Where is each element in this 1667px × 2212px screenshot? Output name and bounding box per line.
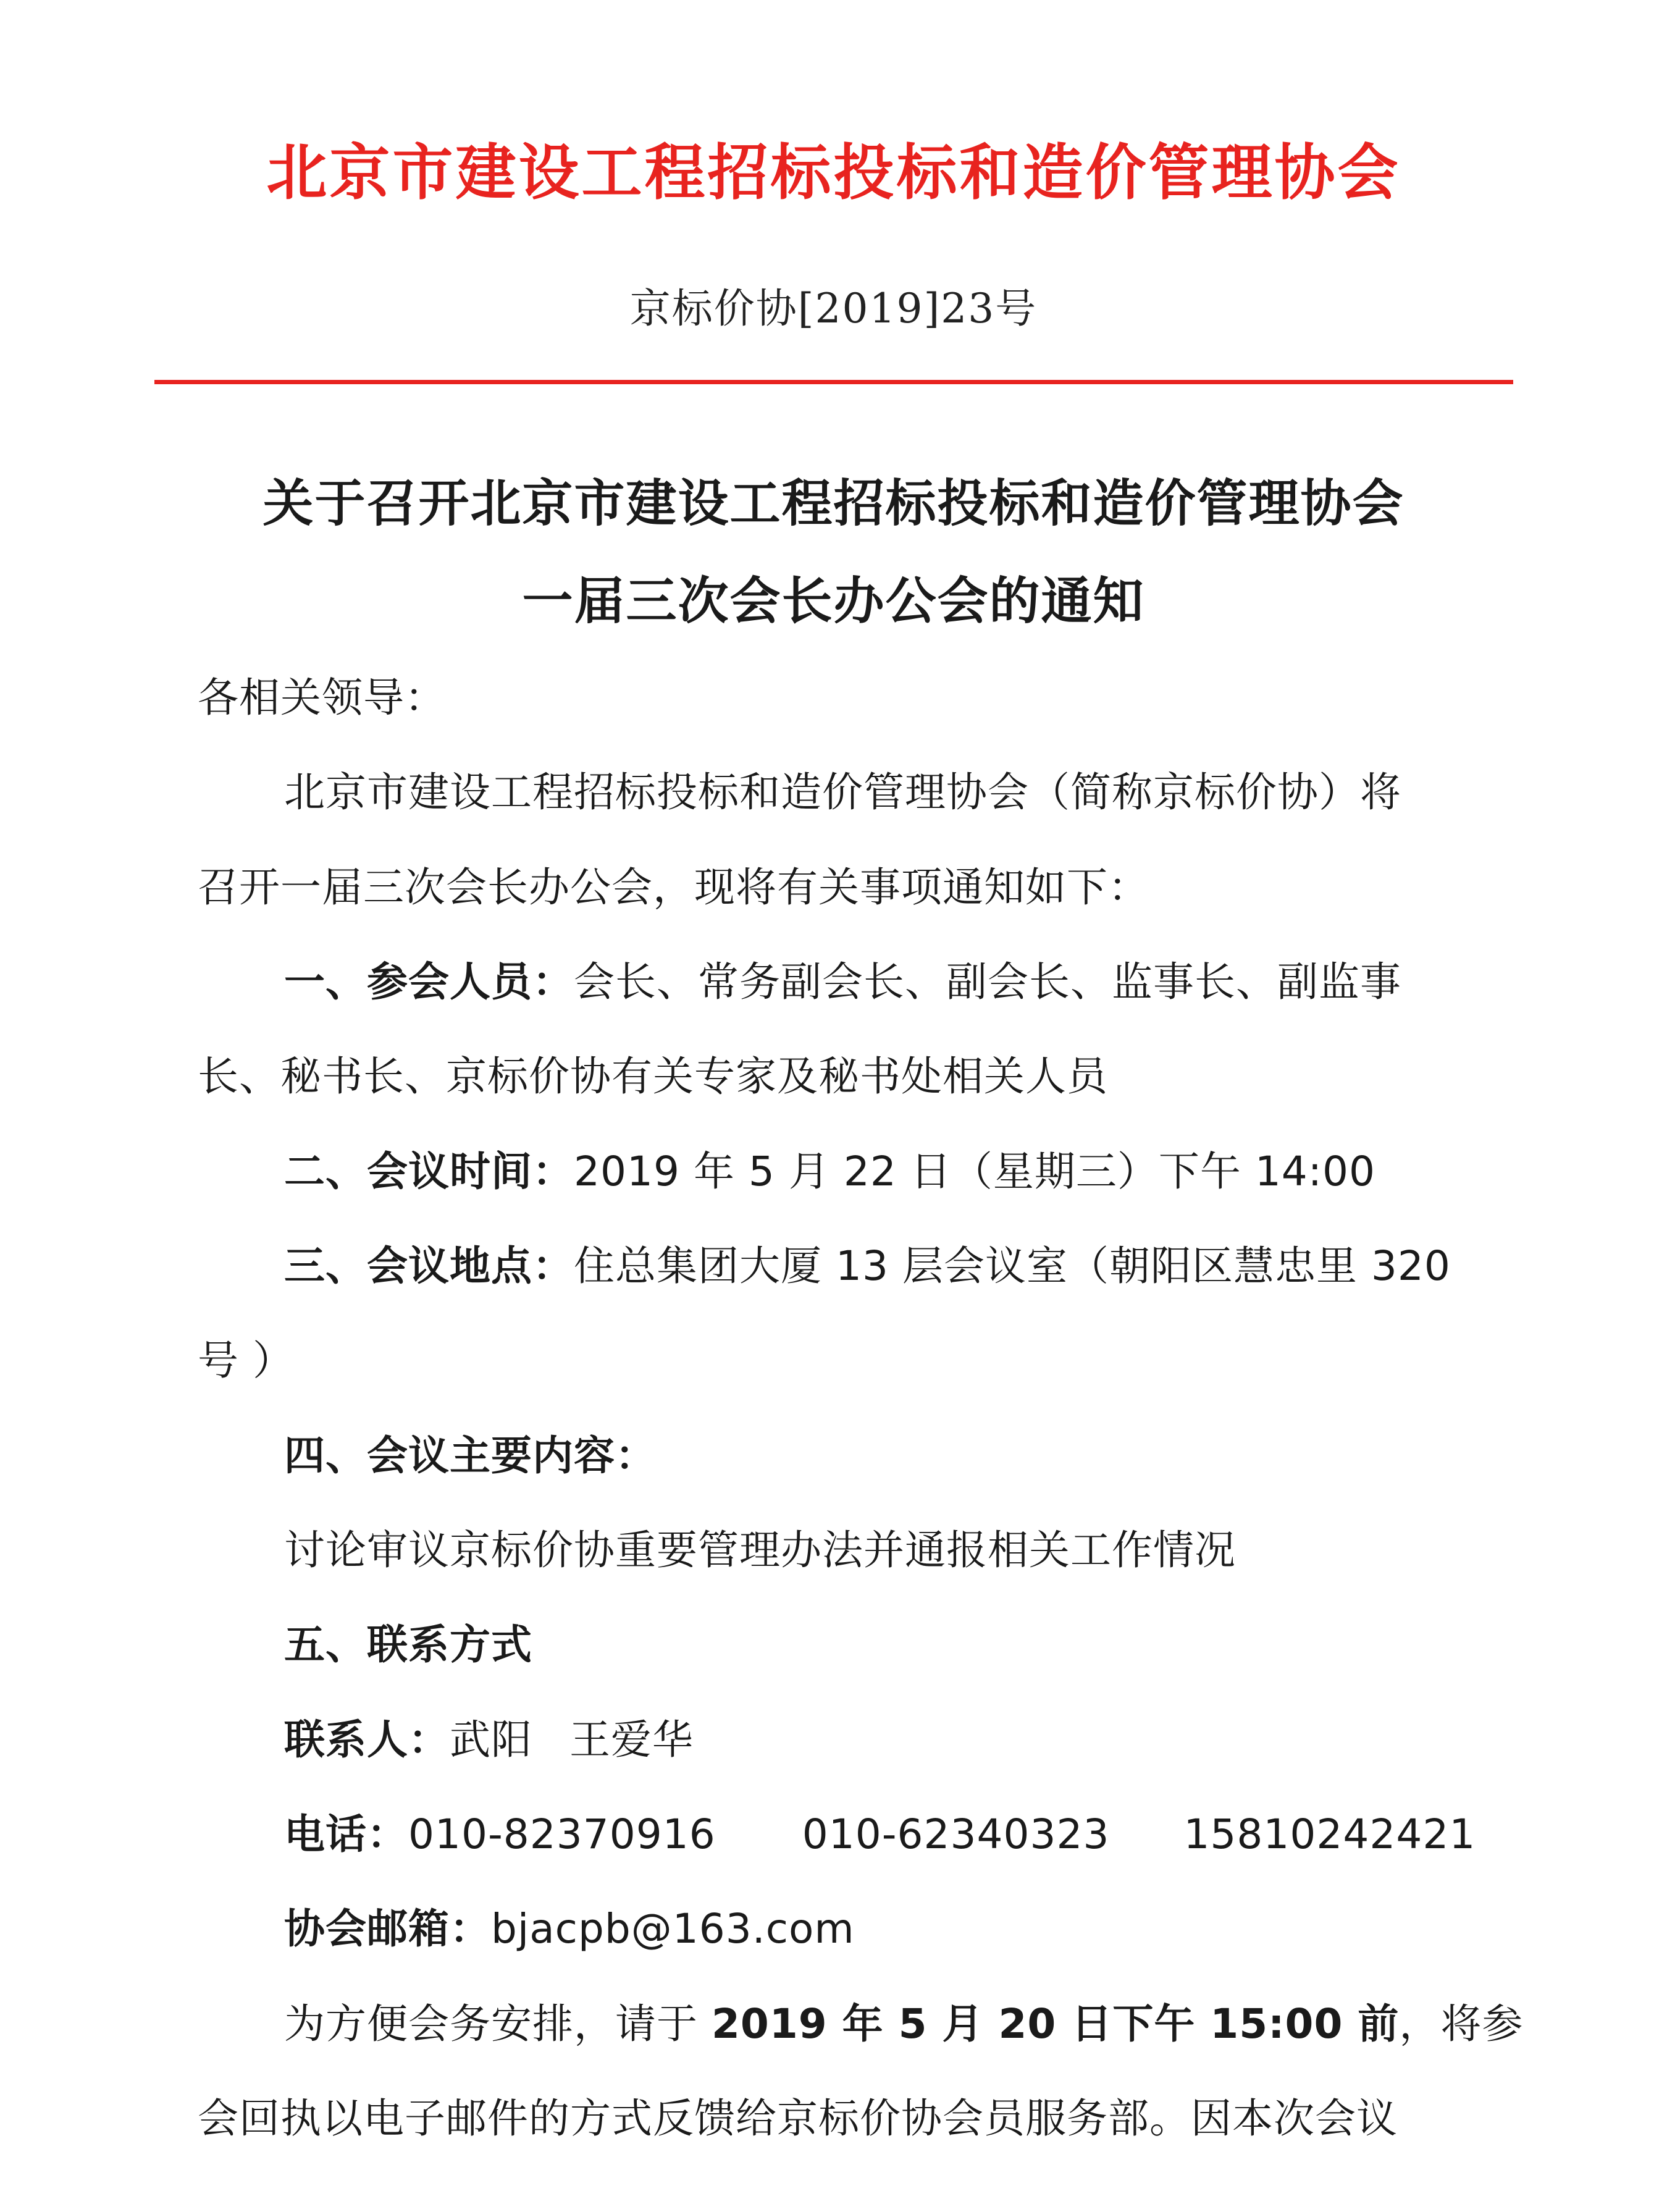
meeting-time [284,1141,1375,1203]
phone-2: 010-62340323 [802,1810,1110,1858]
location-value: 住总集团大厦 13 层会议室（朝阳区慧忠里 320 [574,1242,1451,1290]
content-value: 讨论审议京标价协重要管理办法并通报相关工作情况 [284,1526,1236,1574]
red-divider-rule [154,380,1513,384]
contact-heading: 五、联系方式 [284,1621,532,1668]
content-heading: 四、会议主要内容： [284,1432,657,1479]
intro-line-2: 召开一届三次会长办公会，现将有关事项通知如下： [198,864,1149,911]
closing-line-1 [284,1993,1523,2055]
intro-line-1: 北京市建设工程招标投标和造价管理协会（简称京标价协）将 [284,768,1401,816]
salutation: 各相关领导： [198,674,446,721]
closing-line-2: 会回执以电子邮件的方式反馈给京标价协会员服务部。因本次会议 [198,2095,1398,2142]
phone-3: 15810242421 [1183,1810,1476,1858]
contact-person-label: 联系人： [284,1716,450,1764]
closing-post: ，将参 [1399,2000,1524,2048]
time-label: 二、会议时间： [284,1148,574,1195]
attendees-value: 会长、常务副会长、副会长、监事长、副监事 [574,958,1401,1006]
document-number: 京标价协[2019]23号 [629,285,1038,332]
org-letterhead: 北京市建设工程招标投标和造价管理协会 [266,138,1401,208]
attendees-label: 一、参会人员： [284,958,574,1006]
contact-phones [284,1804,1476,1865]
attendees-line-2: 长、秘书长、京标价协有关专家及秘书处相关人员 [198,1053,1108,1100]
phone-1: 010-82370916 [408,1810,716,1858]
closing-pre: 为方便会务安排，请于 [284,2000,712,2048]
notice-title-line-1: 关于召开北京市建设工程招标投标和造价管理协会 [262,474,1405,533]
email-value: bjacpb@163.com [491,1905,855,1953]
contact-email [284,1898,855,1960]
meeting-location-line-1 [284,1235,1451,1297]
closing-deadline: 2019 年 5 月 20 日下午 15:00 前 [711,2000,1400,2048]
attendees-line-1 [284,951,1401,1013]
time-value: 2019 年 5 月 22 日（星期三）下午 14:00 [574,1148,1376,1195]
contact-person-2: 王爱华 [569,1716,694,1764]
notice-title-line-2: 一届三次会长办公会的通知 [522,571,1145,631]
meeting-location-line-2: 号 ） [198,1337,294,1384]
phone-label: 电话： [284,1810,408,1858]
contact-person-1: 武阳 [450,1716,532,1764]
location-label: 三、会议地点： [284,1242,574,1290]
contact-persons [284,1709,694,1771]
email-label: 协会邮箱： [284,1905,491,1953]
